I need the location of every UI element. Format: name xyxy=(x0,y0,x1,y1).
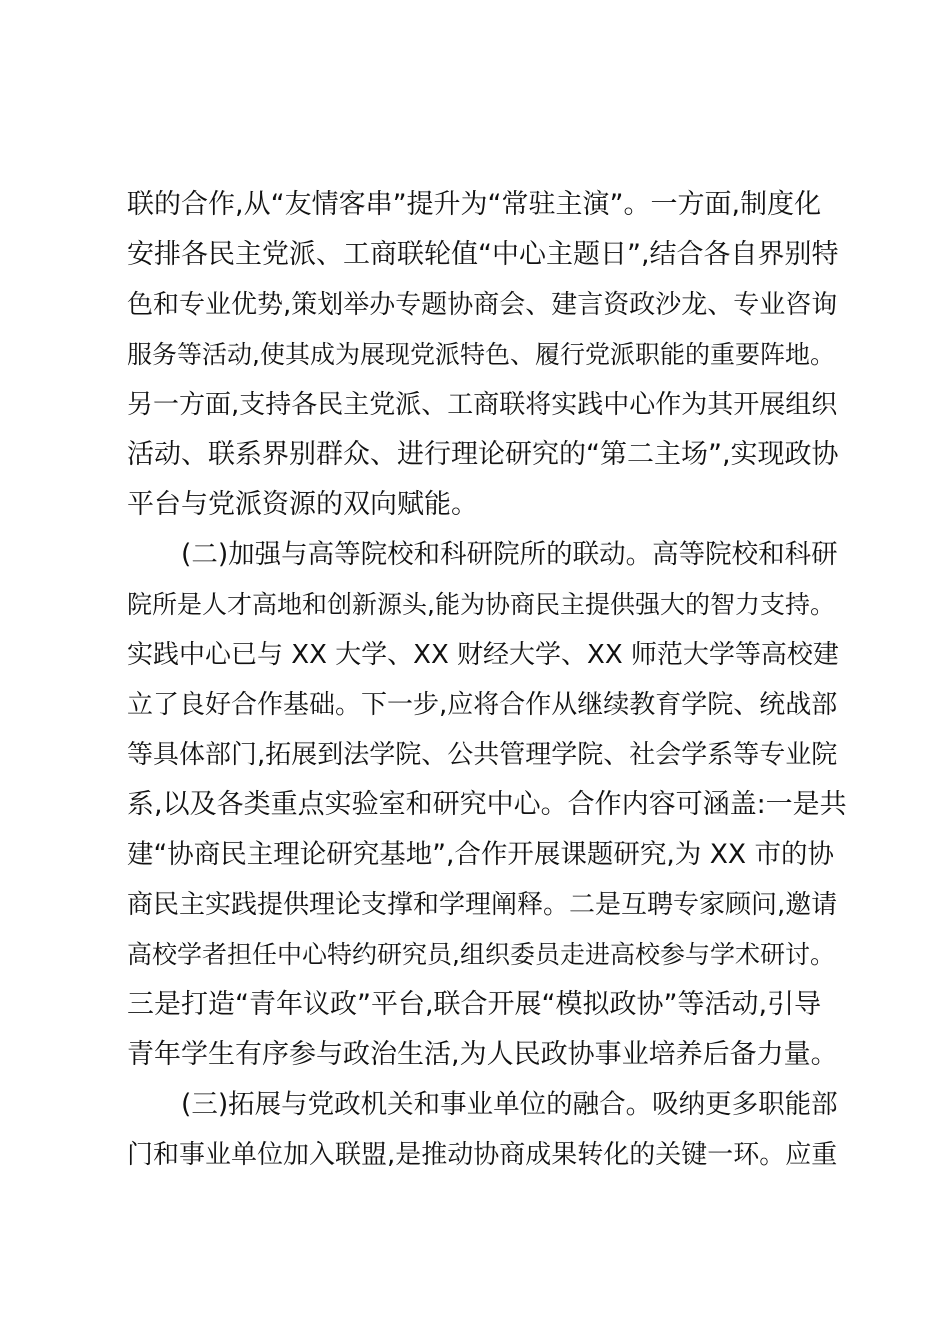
paragraph-line: 门和事业单位加入联盟,是推动协商成果转化的关键一环。应重 xyxy=(127,1140,838,1170)
paragraph-line: 实践中心已与 XX 大学、XX 财经大学、XX 师范大学等高校建 xyxy=(127,640,839,670)
paragraph-line: 另一方面,支持各民主党派、工商联将实践中心作为其开展组织 xyxy=(127,390,838,420)
paragraph-line: 商民主实践提供理论支撑和学理阐释。二是互聘专家顾问,邀请 xyxy=(127,890,838,920)
paragraph-line: 三是打造“青年议政”平台,联合开展“模拟政协”等活动,引导 xyxy=(127,989,822,1020)
body-text xyxy=(127,180,847,1180)
paragraph-line: 系,以及各类重点实验室和研究中心。合作内容可涵盖:一是共 xyxy=(127,789,847,820)
paragraph-line: 服务等活动,使其成为展现党派特色、履行党派职能的重要阵地。 xyxy=(127,340,835,369)
paragraph-line: 院所是人才高地和创新源头,能为协商民主提供强大的智力支持。 xyxy=(127,590,835,619)
section-heading-line: (三)拓展与党政机关和事业单位的融合。吸纳更多职能部 xyxy=(181,1089,838,1120)
paragraph-line: 高校学者担任中心特约研究员,组织委员走进高校参与学术研讨。 xyxy=(127,940,835,969)
paragraph-line: 平台与党派资源的双向赋能。 xyxy=(127,489,478,520)
section-heading-line: (二)加强与高等院校和科研院所的联动。高等院校和科研 xyxy=(181,539,838,570)
paragraph-line: 安排各民主党派、工商联轮值“中心主题日”,结合各自界别特 xyxy=(127,239,839,270)
paragraph-line: 青年学生有序参与政治生活,为人民政协事业培养后备力量。 xyxy=(127,1039,838,1070)
paragraph-line: 建“协商民主理论研究基地”,合作开展课题研究,为 XX 市的协 xyxy=(127,839,834,870)
paragraph-line: 活动、联系界别群众、进行理论研究的“第二主场”,实现政协 xyxy=(127,439,839,470)
paragraph-line: 联的合作,从“友情客串”提升为“常驻主演”。一方面,制度化 xyxy=(127,189,822,220)
paragraph-line: 立了良好合作基础。下一步,应将合作从继续教育学院、统战部 xyxy=(127,690,838,720)
paragraph-line: 色和专业优势,策划举办专题协商会、建言资政沙龙、专业咨询 xyxy=(127,290,838,320)
paragraph-line: 等具体部门,拓展到法学院、公共管理学院、社会学系等专业院 xyxy=(127,740,838,770)
